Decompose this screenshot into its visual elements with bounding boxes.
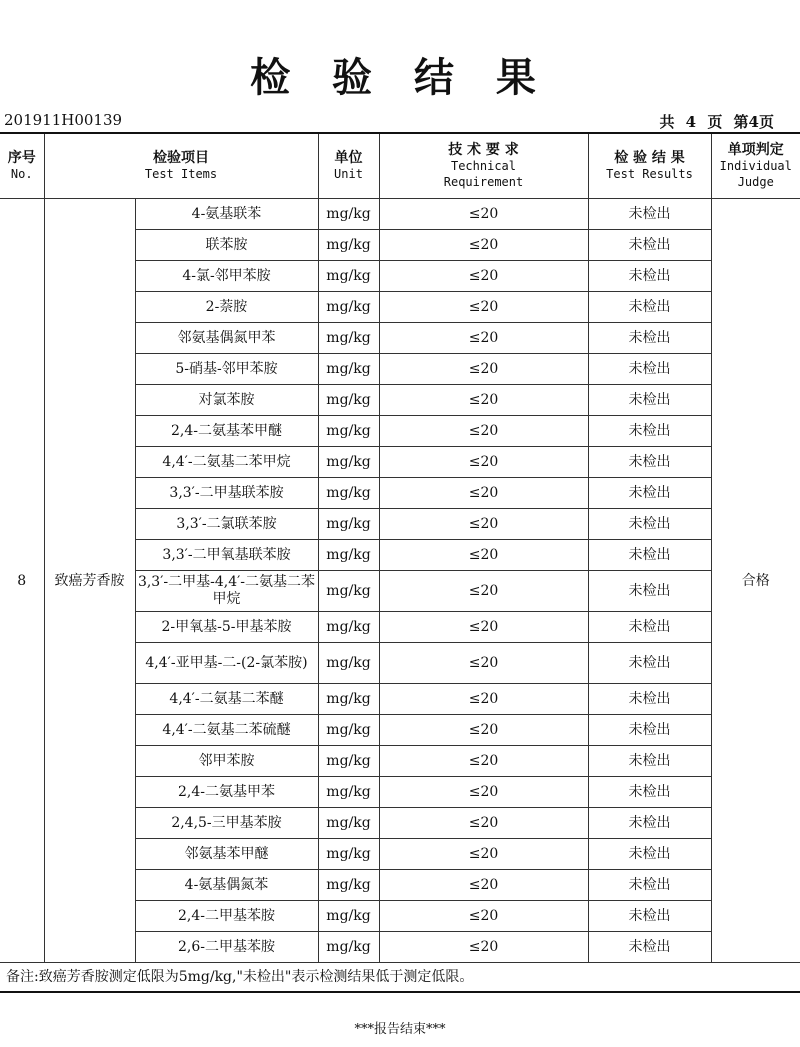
item-unit: mg/kg bbox=[318, 870, 379, 901]
item-requirement: ≤20 bbox=[379, 808, 588, 839]
item-name: 3,3′-二氯联苯胺 bbox=[135, 509, 318, 540]
report-end-mark: ***报告结束*** bbox=[354, 1022, 446, 1037]
item-name: 2,4-二氨基甲苯 bbox=[135, 777, 318, 808]
header-unit: 单位 Unit bbox=[318, 133, 379, 199]
item-requirement: ≤20 bbox=[379, 292, 588, 323]
item-requirement: ≤20 bbox=[379, 932, 588, 963]
item-requirement: ≤20 bbox=[379, 199, 588, 230]
item-name: 对氯苯胺 bbox=[135, 385, 318, 416]
item-unit: mg/kg bbox=[318, 612, 379, 643]
item-unit: mg/kg bbox=[318, 715, 379, 746]
group-number: 8 bbox=[0, 199, 44, 963]
item-name: 2,4,5-三甲基苯胺 bbox=[135, 808, 318, 839]
item-unit: mg/kg bbox=[318, 230, 379, 261]
item-unit: mg/kg bbox=[318, 509, 379, 540]
item-result: 未检出 bbox=[588, 839, 711, 870]
item-unit: mg/kg bbox=[318, 385, 379, 416]
item-result: 未检出 bbox=[588, 509, 711, 540]
item-name: 3,3′-二甲氧基联苯胺 bbox=[135, 540, 318, 571]
item-unit: mg/kg bbox=[318, 901, 379, 932]
item-result: 未检出 bbox=[588, 385, 711, 416]
item-unit: mg/kg bbox=[318, 199, 379, 230]
item-result: 未检出 bbox=[588, 684, 711, 715]
item-unit: mg/kg bbox=[318, 261, 379, 292]
item-result: 未检出 bbox=[588, 746, 711, 777]
item-result: 未检出 bbox=[588, 292, 711, 323]
item-name: 4-氨基偶氮苯 bbox=[135, 870, 318, 901]
item-result: 未检出 bbox=[588, 416, 711, 447]
item-result: 未检出 bbox=[588, 447, 711, 478]
item-unit: mg/kg bbox=[318, 571, 379, 612]
item-result: 未检出 bbox=[588, 777, 711, 808]
item-result: 未检出 bbox=[588, 612, 711, 643]
item-name: 邻氨基偶氮甲苯 bbox=[135, 323, 318, 354]
item-name: 3,3′-二甲基-4,4′-二氨基二苯甲烷 bbox=[135, 571, 318, 612]
item-requirement: ≤20 bbox=[379, 230, 588, 261]
header-no: 序号 No. bbox=[0, 133, 44, 199]
item-unit: mg/kg bbox=[318, 643, 379, 684]
item-requirement: ≤20 bbox=[379, 777, 588, 808]
item-result: 未检出 bbox=[588, 354, 711, 385]
item-name: 联苯胺 bbox=[135, 230, 318, 261]
table-row bbox=[0, 199, 800, 230]
item-requirement: ≤20 bbox=[379, 323, 588, 354]
item-name: 4-氨基联苯 bbox=[135, 199, 318, 230]
item-result: 未检出 bbox=[588, 571, 711, 612]
item-requirement: ≤20 bbox=[379, 870, 588, 901]
item-name: 邻氨基苯甲醚 bbox=[135, 839, 318, 870]
item-name: 2-萘胺 bbox=[135, 292, 318, 323]
item-result: 未检出 bbox=[588, 901, 711, 932]
item-unit: mg/kg bbox=[318, 746, 379, 777]
item-requirement: ≤20 bbox=[379, 416, 588, 447]
item-name: 2,4-二氨基苯甲醚 bbox=[135, 416, 318, 447]
results-table bbox=[0, 132, 800, 993]
item-requirement: ≤20 bbox=[379, 571, 588, 612]
footnote: 备注:致癌芳香胺测定低限为5mg/kg,"未检出"表示检测结果低于测定低限。 bbox=[0, 963, 800, 993]
item-name: 2,4-二甲基苯胺 bbox=[135, 901, 318, 932]
group-judge: 合格 bbox=[711, 199, 800, 963]
item-unit: mg/kg bbox=[318, 447, 379, 478]
item-name: 4,4′-二氨基二苯硫醚 bbox=[135, 715, 318, 746]
item-result: 未检出 bbox=[588, 932, 711, 963]
item-unit: mg/kg bbox=[318, 354, 379, 385]
item-result: 未检出 bbox=[588, 261, 711, 292]
header-results: 检 验 结 果 Test Results bbox=[588, 133, 711, 199]
item-unit: mg/kg bbox=[318, 684, 379, 715]
item-name: 5-硝基-邻甲苯胺 bbox=[135, 354, 318, 385]
header-test-items: 检验项目 Test Items bbox=[44, 133, 318, 199]
item-unit: mg/kg bbox=[318, 932, 379, 963]
page-title: 检 验 结 果 bbox=[250, 55, 550, 101]
item-name: 3,3′-二甲基联苯胺 bbox=[135, 478, 318, 509]
item-name: 4,4′-二氨基二苯醚 bbox=[135, 684, 318, 715]
item-requirement: ≤20 bbox=[379, 643, 588, 684]
item-unit: mg/kg bbox=[318, 292, 379, 323]
item-requirement: ≤20 bbox=[379, 385, 588, 416]
item-result: 未检出 bbox=[588, 323, 711, 354]
item-result: 未检出 bbox=[588, 478, 711, 509]
item-requirement: ≤20 bbox=[379, 354, 588, 385]
item-result: 未检出 bbox=[588, 230, 711, 261]
item-result: 未检出 bbox=[588, 870, 711, 901]
item-name: 4-氯-邻甲苯胺 bbox=[135, 261, 318, 292]
item-unit: mg/kg bbox=[318, 777, 379, 808]
header-requirement: 技 术 要 求 Technical Requirement bbox=[379, 133, 588, 199]
item-requirement: ≤20 bbox=[379, 478, 588, 509]
item-unit: mg/kg bbox=[318, 540, 379, 571]
item-name: 2,6-二甲基苯胺 bbox=[135, 932, 318, 963]
item-requirement: ≤20 bbox=[379, 715, 588, 746]
table-header-row bbox=[0, 133, 800, 199]
item-unit: mg/kg bbox=[318, 839, 379, 870]
item-name: 4,4′-二氨基二苯甲烷 bbox=[135, 447, 318, 478]
group-category: 致癌芳香胺 bbox=[44, 199, 135, 963]
report-number: 201911H00139 bbox=[4, 111, 123, 129]
item-name: 邻甲苯胺 bbox=[135, 746, 318, 777]
item-requirement: ≤20 bbox=[379, 509, 588, 540]
item-unit: mg/kg bbox=[318, 808, 379, 839]
item-requirement: ≤20 bbox=[379, 839, 588, 870]
item-result: 未检出 bbox=[588, 199, 711, 230]
page-info: 共 4 页 第4页 bbox=[659, 113, 774, 131]
item-result: 未检出 bbox=[588, 715, 711, 746]
item-requirement: ≤20 bbox=[379, 447, 588, 478]
item-name: 2-甲氧基-5-甲基苯胺 bbox=[135, 612, 318, 643]
item-unit: mg/kg bbox=[318, 416, 379, 447]
item-requirement: ≤20 bbox=[379, 540, 588, 571]
item-requirement: ≤20 bbox=[379, 612, 588, 643]
item-requirement: ≤20 bbox=[379, 261, 588, 292]
header-judge: 单项判定 Individual Judge bbox=[711, 133, 800, 199]
item-result: 未检出 bbox=[588, 540, 711, 571]
item-requirement: ≤20 bbox=[379, 901, 588, 932]
item-name: 4,4′-亚甲基-二-(2-氯苯胺) bbox=[135, 643, 318, 684]
item-result: 未检出 bbox=[588, 643, 711, 684]
item-unit: mg/kg bbox=[318, 323, 379, 354]
item-requirement: ≤20 bbox=[379, 746, 588, 777]
item-result: 未检出 bbox=[588, 808, 711, 839]
item-unit: mg/kg bbox=[318, 478, 379, 509]
item-requirement: ≤20 bbox=[379, 684, 588, 715]
